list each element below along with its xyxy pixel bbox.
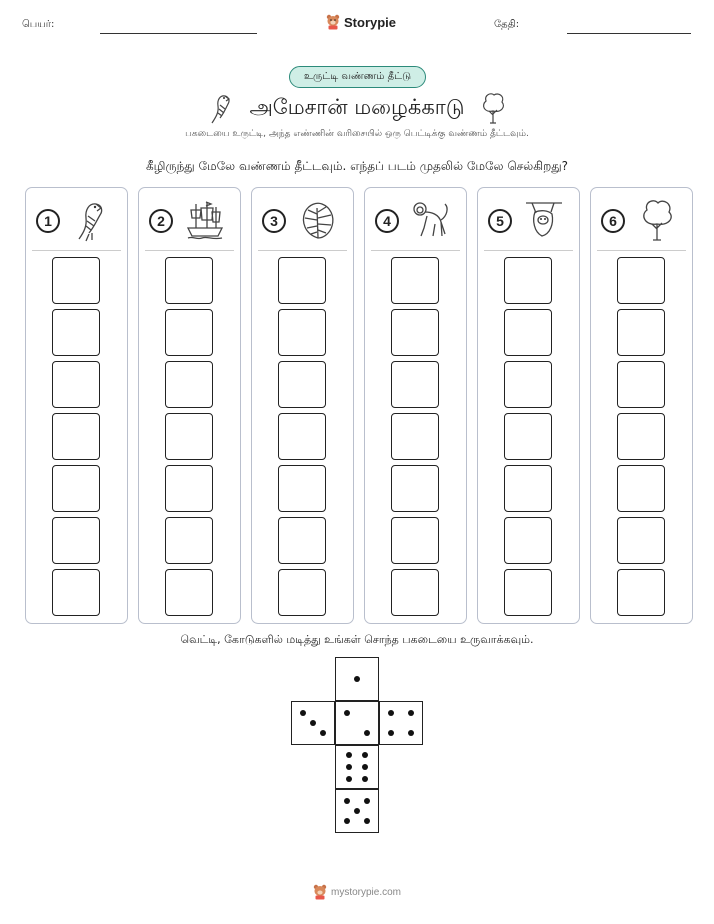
die-face-4 [379, 701, 423, 745]
date-line[interactable] [567, 33, 691, 34]
color-box[interactable] [617, 517, 665, 564]
tree-icon [479, 91, 507, 125]
die-pip [388, 710, 394, 716]
parrot-icon [72, 198, 112, 242]
color-box[interactable] [278, 569, 326, 616]
race-column-6 [590, 187, 693, 624]
color-box[interactable] [391, 413, 439, 460]
color-box[interactable] [165, 257, 213, 304]
die-pip [408, 710, 414, 716]
color-box[interactable] [52, 413, 100, 460]
column-number: 3 [262, 209, 286, 233]
die-pip [310, 720, 316, 726]
race-column-2 [138, 187, 241, 624]
race-column-3 [251, 187, 354, 624]
color-box[interactable] [391, 517, 439, 564]
column-divider [484, 250, 573, 251]
color-box[interactable] [278, 361, 326, 408]
die-face-6 [335, 745, 379, 789]
die-pip [346, 764, 352, 770]
color-box[interactable] [52, 257, 100, 304]
color-box[interactable] [278, 257, 326, 304]
race-column-4 [364, 187, 467, 624]
column-header [252, 188, 353, 250]
die-pip [388, 730, 394, 736]
parrot-icon [207, 91, 235, 125]
column-divider [32, 250, 121, 251]
column-header [591, 188, 692, 250]
column-number: 2 [149, 209, 173, 233]
column-number: 1 [36, 209, 60, 233]
date-label: தேதி: [494, 19, 520, 30]
color-box[interactable] [617, 465, 665, 512]
die-pip [354, 808, 360, 814]
footer-url[interactable]: mystorypie.com [330, 886, 401, 898]
die-pip [300, 710, 306, 716]
color-box[interactable] [52, 361, 100, 408]
die-pip [344, 798, 350, 804]
column-header [365, 188, 466, 250]
color-box[interactable] [165, 413, 213, 460]
die-pip [408, 730, 414, 736]
color-box[interactable] [504, 569, 552, 616]
subtitle: பகடையை உருட்டி, அந்த எண்ணின் வரிசையில் ஒரு பெட்டிக்கு வண்ணம் தீட்டவும். [185, 129, 529, 139]
ship-icon [185, 198, 225, 242]
color-box[interactable] [391, 257, 439, 304]
color-box[interactable] [391, 465, 439, 512]
column-number: 5 [488, 209, 512, 233]
activity-pill: உருட்டி வண்ணம் தீட்டு [289, 66, 426, 88]
die-pip [362, 764, 368, 770]
die-face-3 [291, 701, 335, 745]
die-pip [362, 752, 368, 758]
race-column-1 [25, 187, 128, 624]
color-box[interactable] [278, 517, 326, 564]
color-box[interactable] [617, 569, 665, 616]
color-box[interactable] [391, 361, 439, 408]
color-box[interactable] [617, 361, 665, 408]
column-divider [597, 250, 686, 251]
color-box[interactable] [617, 413, 665, 460]
race-column-5 [477, 187, 580, 624]
color-box[interactable] [617, 309, 665, 356]
color-box[interactable] [504, 517, 552, 564]
die-pip [320, 730, 326, 736]
column-number: 6 [601, 209, 625, 233]
die-pip [346, 752, 352, 758]
color-box[interactable] [52, 465, 100, 512]
color-box[interactable] [278, 413, 326, 460]
die-pip [344, 710, 350, 716]
die-pip [364, 798, 370, 804]
color-box[interactable] [504, 309, 552, 356]
page-title: அமேசான் மழைக்காடு [249, 94, 465, 119]
color-box[interactable] [391, 569, 439, 616]
column-header [478, 188, 579, 250]
brand-logo [326, 14, 396, 30]
color-box[interactable] [165, 517, 213, 564]
die-pip [346, 776, 352, 782]
monstera-leaf-icon [298, 198, 338, 242]
color-box[interactable] [165, 465, 213, 512]
color-box[interactable] [504, 361, 552, 408]
color-box[interactable] [165, 569, 213, 616]
column-header [139, 188, 240, 250]
color-box[interactable] [165, 361, 213, 408]
name-line[interactable] [100, 33, 257, 34]
color-box[interactable] [165, 309, 213, 356]
die-pip [364, 730, 370, 736]
bear-mascot-icon [326, 14, 340, 30]
die-face-5 [335, 789, 379, 833]
color-box[interactable] [52, 309, 100, 356]
column-divider [371, 250, 460, 251]
column-header [26, 188, 127, 250]
die-face-1 [335, 657, 379, 701]
column-divider [258, 250, 347, 251]
die-pip [344, 818, 350, 824]
color-box[interactable] [52, 517, 100, 564]
color-box[interactable] [504, 465, 552, 512]
color-box[interactable] [391, 309, 439, 356]
sloth-icon [524, 198, 564, 242]
name-label: பெயர்: [22, 19, 55, 30]
color-box[interactable] [504, 257, 552, 304]
column-number: 4 [375, 209, 399, 233]
color-box[interactable] [278, 465, 326, 512]
die-pip [362, 776, 368, 782]
monkey-icon [411, 198, 451, 242]
column-divider [145, 250, 234, 251]
footer [0, 884, 714, 900]
color-box[interactable] [52, 569, 100, 616]
die-pip [354, 676, 360, 682]
color-box[interactable] [504, 413, 552, 460]
die-pip [364, 818, 370, 824]
title-row [0, 88, 714, 128]
tree-icon [637, 198, 677, 242]
color-box[interactable] [278, 309, 326, 356]
bear-mascot-icon [313, 884, 327, 900]
die-face-2 [335, 701, 379, 745]
brand-name: Storypie [344, 14, 397, 30]
color-box[interactable] [617, 257, 665, 304]
cut-instruction: வெட்டி, கோடுகளில் மடித்து உங்கள் சொந்த பகடையை உருவாக்கவும். [180, 633, 534, 646]
question-text: கீழிருந்து மேலே வண்ணம் தீட்டவும். எந்தப் படம் முதலில் மேலே செல்கிறது? [145, 159, 569, 173]
